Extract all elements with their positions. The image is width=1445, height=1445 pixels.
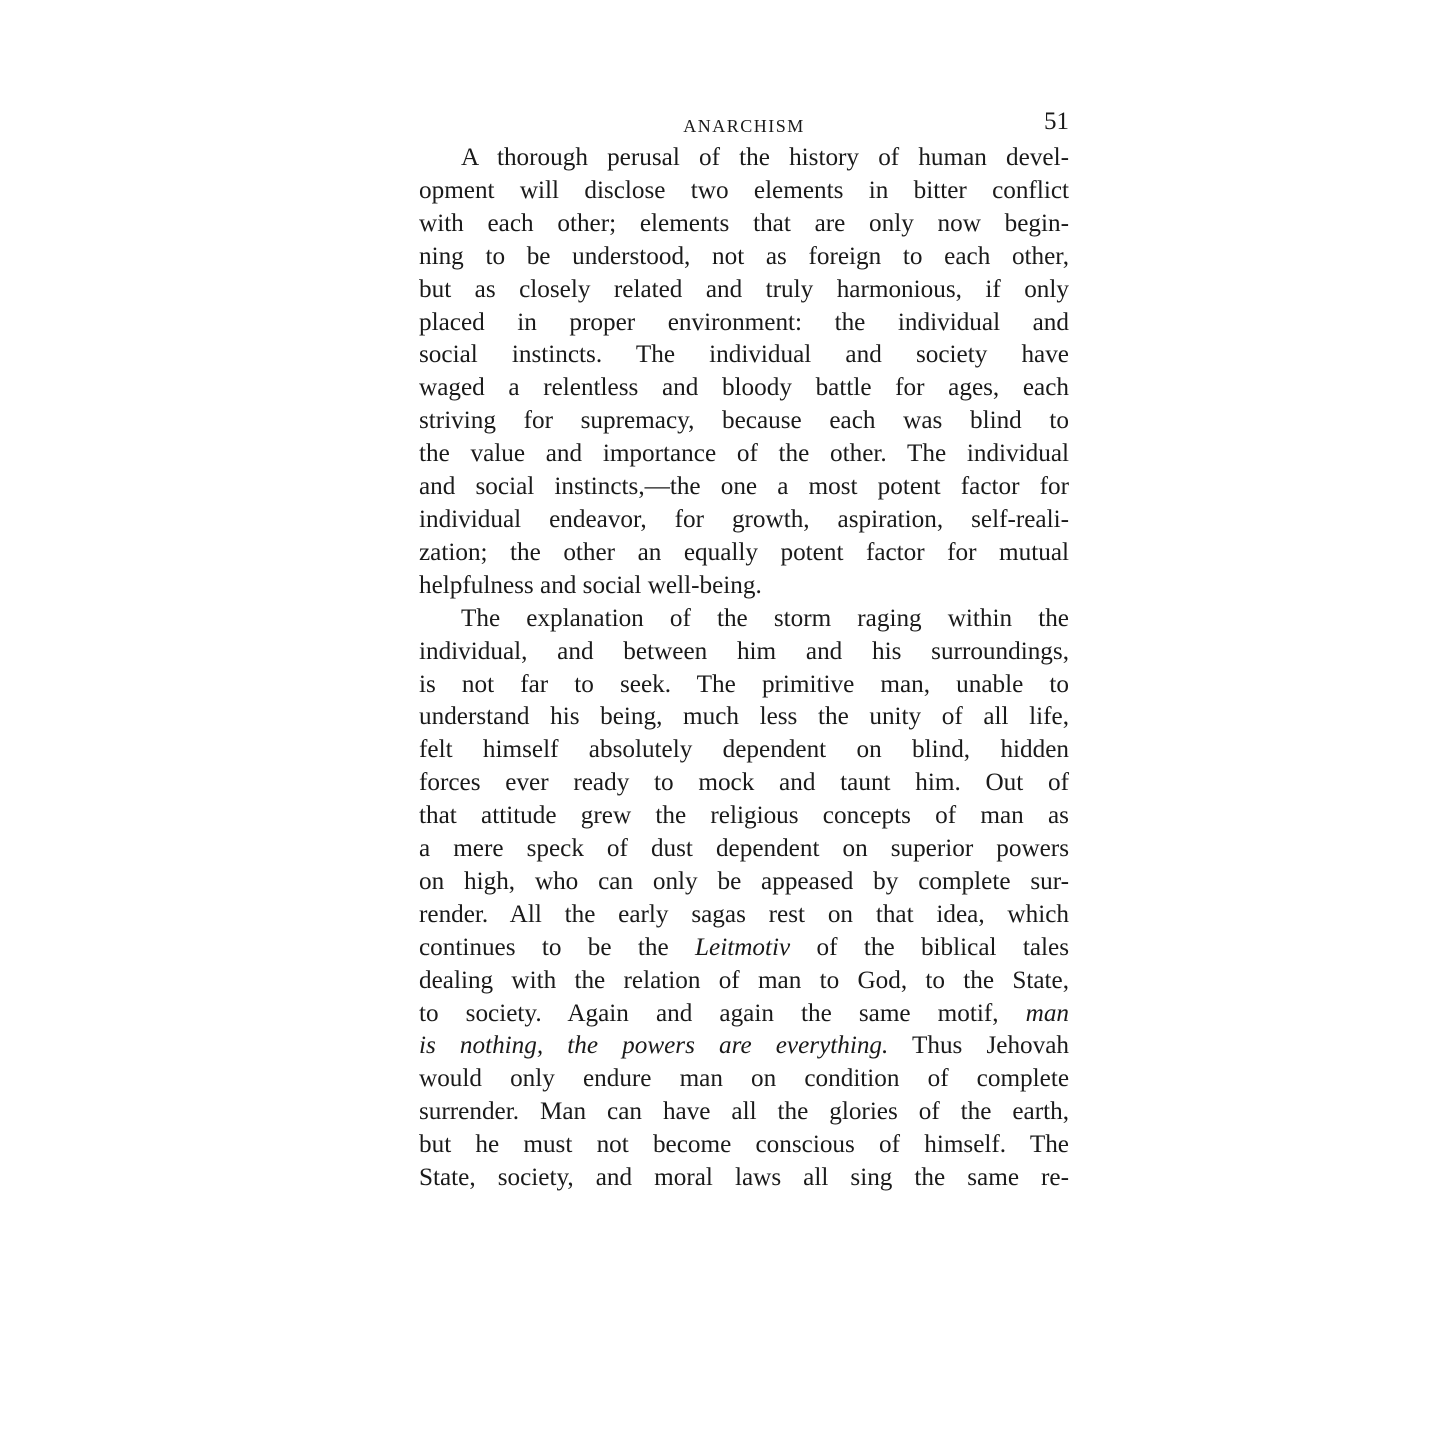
text-line: that attitude grew the religious concepts of man as bbox=[419, 802, 1069, 830]
text-line: but he must not become conscious of himself. The bbox=[419, 1131, 1069, 1159]
text-line: opment will disclose two elements in bitter conflict bbox=[419, 176, 1069, 204]
text-line: dealing with the relation of man to God, to the State, bbox=[419, 966, 1069, 994]
text-line: a mere speck of dust dependent on superior powers bbox=[419, 835, 1069, 863]
text-line: helpfulness and social well-being. bbox=[419, 571, 762, 599]
running-title: ANARCHISM bbox=[683, 116, 805, 136]
text-line: waged a relentless and bloody battle for ages, each bbox=[419, 374, 1069, 402]
text-line: the value and importance of the other. The individual bbox=[419, 440, 1069, 468]
text-line: with each other; elements that are only now begin- bbox=[419, 209, 1069, 237]
text-line: is not far to seek. The primitive man, unable to bbox=[419, 670, 1069, 698]
text-line: felt himself absolutely dependent on blind, hidden bbox=[419, 736, 1069, 764]
text-segment: continues to be the bbox=[419, 933, 669, 961]
text-line: ning to be understood, not as foreign to each other, bbox=[419, 242, 1069, 270]
text-line: placed in proper environment: the individual and bbox=[419, 308, 1069, 336]
text-line-with-italic bbox=[419, 932, 1069, 965]
text-line: State, society, and moral laws all sing the same re- bbox=[419, 1164, 1069, 1192]
text-line: individual, and between him and his surroundings, bbox=[419, 637, 1069, 665]
paragraph-1 bbox=[419, 142, 1069, 603]
text-segment: Thus Jehovah bbox=[911, 1032, 1069, 1060]
text-line: striving for supremacy, because each was blind to bbox=[419, 407, 1069, 435]
text-line: A thorough perusal of the history of human devel- bbox=[461, 144, 1069, 171]
text-line: would only endure man on condition of complete bbox=[419, 1065, 1069, 1093]
paragraph-2 bbox=[419, 603, 1069, 1195]
text-segment: to society. Again and again the same motif, bbox=[419, 999, 999, 1027]
italic-phrase: man bbox=[1025, 999, 1070, 1027]
text-line: and social instincts,—the one a most potent factor for bbox=[419, 473, 1069, 501]
text-line: zation; the other an equally potent factor for mutual bbox=[419, 538, 1069, 566]
text-line-with-italic bbox=[419, 998, 1069, 1031]
book-page bbox=[419, 108, 1069, 1195]
text-line: understand his being, much less the unity of all life, bbox=[419, 703, 1069, 731]
text-line: on high, who can only be appeased by complete sur- bbox=[419, 867, 1069, 895]
text-line: social instincts. The individual and society have bbox=[419, 341, 1069, 369]
text-line: render. All the early sagas rest on that idea, which bbox=[419, 900, 1069, 928]
text-line: individual endeavor, for growth, aspiration, self-reali- bbox=[419, 505, 1069, 533]
text-line: The explanation of the storm raging within the bbox=[461, 604, 1069, 632]
text-line: surrender. Man can have all the glories of the earth, bbox=[419, 1098, 1069, 1126]
italic-phrase: is nothing, the powers are everything. bbox=[419, 1032, 889, 1060]
italic-term: Leitmotiv bbox=[695, 933, 791, 961]
page-number: 51 bbox=[1044, 108, 1069, 135]
text-line: forces ever ready to mock and taunt him. Out of bbox=[419, 769, 1069, 797]
text-segment: of the biblical tales bbox=[816, 933, 1069, 961]
text-line-with-italic bbox=[419, 1030, 1069, 1063]
text-line: but as closely related and truly harmonious, if only bbox=[419, 275, 1069, 303]
running-head bbox=[419, 108, 1069, 142]
